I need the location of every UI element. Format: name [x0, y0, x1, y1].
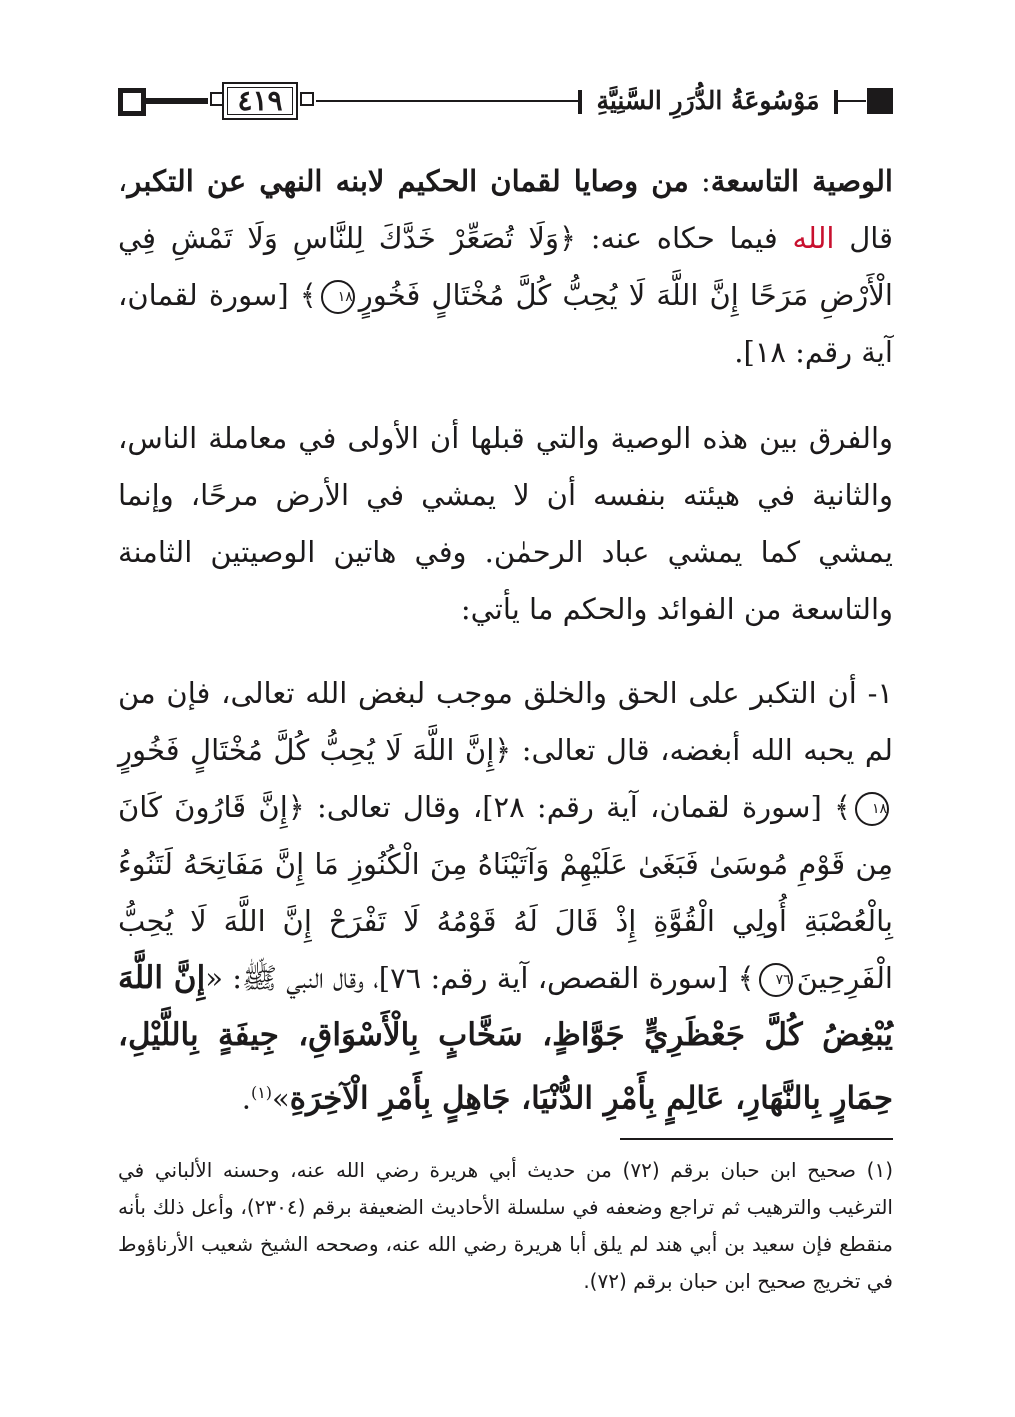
series-title: مَوْسُوعَةُ الدُّرَرِ السَّنِيَّةِ	[596, 86, 820, 115]
header-rule-left	[146, 98, 208, 104]
paragraph-point-one	[118, 665, 893, 1128]
surah-reference-1: [سورة لقمان، آية رقم: ٢٨]، وقال تعالى:	[304, 790, 834, 824]
verse-bracket-close: ﴾	[299, 278, 317, 312]
ayah-number-marker: ١٨	[321, 280, 355, 314]
quran-verse: وَلَا تُصَعِّرْ خَدَّكَ لِلنَّاسِ وَلَا تَمْشِ فِي الْأَرْضِ مَرَحًا إِنَّ اللَّهَ لَا يُحِبُّ كُلَّ مُخْتَالٍ فَخُورٍ	[118, 221, 893, 312]
verse-bracket-open: ﴿	[494, 733, 512, 767]
quran-verse-1: إِنَّ اللَّهَ لَا يُحِبُّ كُلَّ مُخْتَالٍ فَخُورٍ	[118, 733, 495, 767]
difference-text: والفرق بين هذه الوصية والتي قبلها أن الأولى في معاملة الناس، والثانية في هيئته بنفسه أن لا يمشي في الأرض مرحًا، وإنما يمشي كما يمشي عباد الرحمٰن. وفي هاتين الوصيتين الثامنة والتاسعة من الفوائد والحكم ما يأتي:	[118, 421, 893, 626]
advice-heading: الوصية التاسعة	[710, 164, 893, 198]
ornament-right	[300, 92, 314, 106]
paragraph-ninth-advice	[118, 153, 893, 381]
verse-bracket-open: ﴿	[558, 221, 576, 255]
point-one-lead: ١- أن التكبر على الحق والخلق موجب لبغض الله تعالى، فإن من لم يحبه الله أبغضه، قال تعالى:	[118, 676, 893, 767]
quran-verse-2: إِنَّ قَارُونَ كَانَ مِن قَوْمِ مُوسَىٰ فَبَغَىٰ عَلَيْهِمْ وَآتَيْنَاهُ مِنَ الْكُنُوزِ مَا إِنَّ مَفَاتِحَهُ لَتَنُوءُ بِالْعُصْبَةِ أُولِي الْقُوَّةِ إِذْ قَالَ لَهُ قَوْمُهُ لَا تَفْرَحْ إِنَّ اللَّهَ لَا يُحِبُّ الْفَرِحِينَ	[118, 790, 893, 995]
hadith-text: إِنَّ اللَّهَ يُبْغِضُ كُلَّ جَعْظَرِيٍّ جَوَّاظٍ، سَخَّابٍ بِالْأَسْوَاقِ، جِيفَةٍ بِاللَّيْلِ، حِمَارٍ بِالنَّهَارِ، عَالِمٍ بِأَمْرِ الدُّنْيَا، جَاهِلٍ بِأَمْرِ الْآخِرَةِ	[118, 960, 893, 1117]
paragraph-difference	[118, 410, 893, 638]
surah-reference: [سورة لقمان، آية رقم: ١٨].	[118, 278, 893, 369]
header-square-hollow	[118, 88, 146, 116]
advice-heading-rest: من وصايا لقمان الحكيم لابنه النهي عن التكبر	[127, 164, 689, 198]
header-square-solid	[867, 88, 893, 114]
header-bar-left	[578, 90, 582, 114]
header-bar-right	[834, 90, 838, 114]
hadith-quote-open: «	[205, 961, 223, 995]
header-rule-middle	[316, 100, 578, 102]
ayah-number-marker: ١٨	[855, 792, 889, 826]
allah-word: الله	[792, 221, 835, 255]
page-header	[118, 78, 893, 126]
heading-separator: :	[688, 164, 711, 198]
page-number: ٤١٩	[237, 84, 283, 117]
verse-bracket-close: ﴾	[834, 790, 851, 824]
hadith-quote-close: »	[272, 1081, 290, 1116]
surah-reference-2: [سورة القصص، آية رقم: ٧٦]، وقال النبي ﷺ:	[222, 961, 738, 995]
said-word: قال	[834, 221, 893, 255]
footnote-text: (١) صحيح ابن حبان برقم (٧٢) من حديث أبي هريرة رضي الله عنه، وحسنه الألباني في الترغيب والترهيب ثم تراجع وضعفه في سلسلة الأحاديث الضعيفة برقم (٢٣٠٤)، وأعل ذلك بأنه منقطع فإن سعيد بن أبي هند لم يلق أبا هريرة رضي الله عنه، وصححه الشيخ شعيب الأرناؤوط في تخريج صحيح ابن حبان برقم (٧٢).	[118, 1158, 894, 1293]
verse-bracket-close: ﴾	[737, 961, 755, 995]
footnote-separator	[620, 1138, 893, 1140]
page-number-box	[208, 78, 316, 124]
ayah-number-marker: ٧٦	[759, 963, 793, 997]
verse-bracket-open: ﴿	[287, 790, 305, 824]
footnote-marker[interactable]: (١)	[250, 1083, 273, 1102]
comma: ،	[118, 164, 128, 198]
header-rule-right	[838, 100, 866, 102]
period: .	[241, 1081, 251, 1116]
intro-text: فيما حكاه عنه:	[575, 221, 793, 255]
footnote-1	[118, 1152, 893, 1300]
